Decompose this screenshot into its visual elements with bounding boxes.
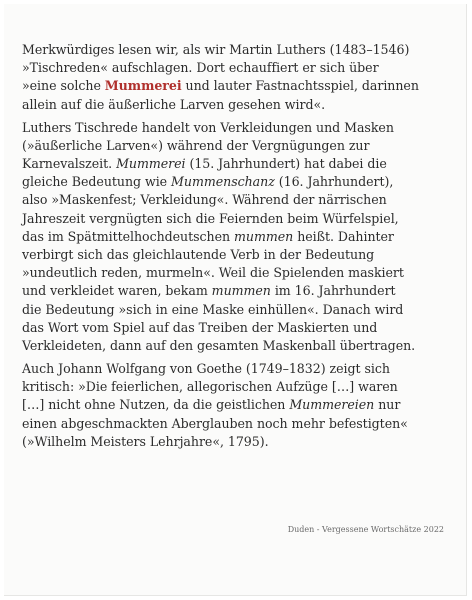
text-line [22, 282, 450, 300]
text-segment: also »Maskenfest; Verkleidung«. Während der närrischen [22, 192, 387, 208]
text-segment: die Bedeutung »sich in eine Maske einhüllen«. Danach wird [22, 301, 404, 317]
text-line [22, 191, 450, 209]
document-page [4, 4, 467, 596]
text-line [22, 246, 450, 264]
text-line [22, 137, 450, 155]
text-segment: im 16. Jahrhundert [270, 283, 396, 299]
text-line [22, 301, 450, 319]
text-segment: und verkleidet waren, bekam [22, 283, 212, 299]
text-segment: Jahreszeit vergnügten sich die Feiernden beim Würfelspiel, [22, 210, 399, 226]
text-line [22, 378, 450, 396]
italic-word: mummen [234, 228, 294, 244]
highlighted-word: Mummerei [104, 78, 182, 94]
text-line [22, 264, 450, 282]
text-segment: einen abgeschmackten Aberglauben noch mehr befestigten« [22, 415, 408, 431]
text-line [22, 433, 450, 451]
text-line [22, 360, 450, 378]
text-line [22, 77, 450, 95]
paragraph [22, 41, 450, 114]
text-line [22, 155, 450, 173]
italic-word: Mummerei [116, 156, 186, 172]
text-segment: und lauter Fastnachtsspiel, darinnen [181, 78, 419, 94]
text-segment: Luthers Tischrede handelt von Verkleidungen und Masken [22, 119, 394, 135]
text-segment: das Wort vom Spiel auf das Treiben der Maskierten und [22, 319, 378, 335]
italic-word: Mummenschanz [171, 174, 275, 190]
text-segment: Auch Johann Wolfgang von Goethe (1749–1832) zeigt sich [22, 361, 390, 377]
text-line [22, 41, 450, 59]
paragraph [22, 119, 450, 356]
text-line [22, 210, 450, 228]
text-segment: das im Spätmittelhochdeutschen [22, 228, 235, 244]
text-segment: »Tischreden« aufschlagen. Dort echauffiert er sich über [22, 60, 379, 76]
text-segment: […] nicht ohne Nutzen, da die geistlichen [22, 397, 290, 413]
text-line [22, 96, 450, 114]
text-segment: (15. Jahrhundert) hat dabei die [185, 156, 387, 172]
text-segment: verbirgt sich das gleichlautende Verb in der Bedeutung [22, 247, 375, 263]
text-segment: (»Wilhelm Meisters Lehrjahre«, 1795). [22, 433, 269, 449]
paragraph [22, 360, 450, 451]
text-segment: (16. Jahrhundert), [274, 174, 394, 190]
text-segment: kritisch: »Die feierlichen, allegorischen Aufzüge […] waren [22, 379, 398, 395]
text-segment: gleiche Bedeutung wie [22, 174, 172, 190]
text-segment: Verkleideten, dann auf den gesamten Maskenball übertragen. [22, 338, 416, 354]
text-segment: heißt. Dahinter [293, 228, 394, 244]
text-line [22, 319, 450, 337]
text-line [22, 337, 450, 355]
text-line [22, 228, 450, 246]
italic-word: Mummereien [289, 397, 375, 413]
text-segment: Karnevalszeit. [22, 156, 117, 172]
text-line [22, 415, 450, 433]
text-segment: nur [374, 397, 401, 413]
text-segment: (»äußerliche Larven«) während der Vergnügungen zur [22, 137, 370, 153]
text-segment: »undeutlich reden, murmeln«. Weil die Spielenden maskiert [22, 265, 404, 281]
article-text [22, 41, 450, 456]
text-segment: allein auf die äußerliche Larven gesehen wird«. [22, 96, 326, 112]
text-line [22, 173, 450, 191]
text-segment: »eine solche [22, 78, 105, 94]
text-segment: Merkwürdiges lesen wir, als wir Martin Luthers (1483–1546) [22, 42, 410, 57]
italic-word: mummen [211, 283, 271, 299]
text-line [22, 396, 450, 414]
footer-credit: Duden - Vergessene Wortschätze 2022 [287, 525, 444, 534]
text-line [22, 119, 450, 137]
text-line [22, 59, 450, 77]
